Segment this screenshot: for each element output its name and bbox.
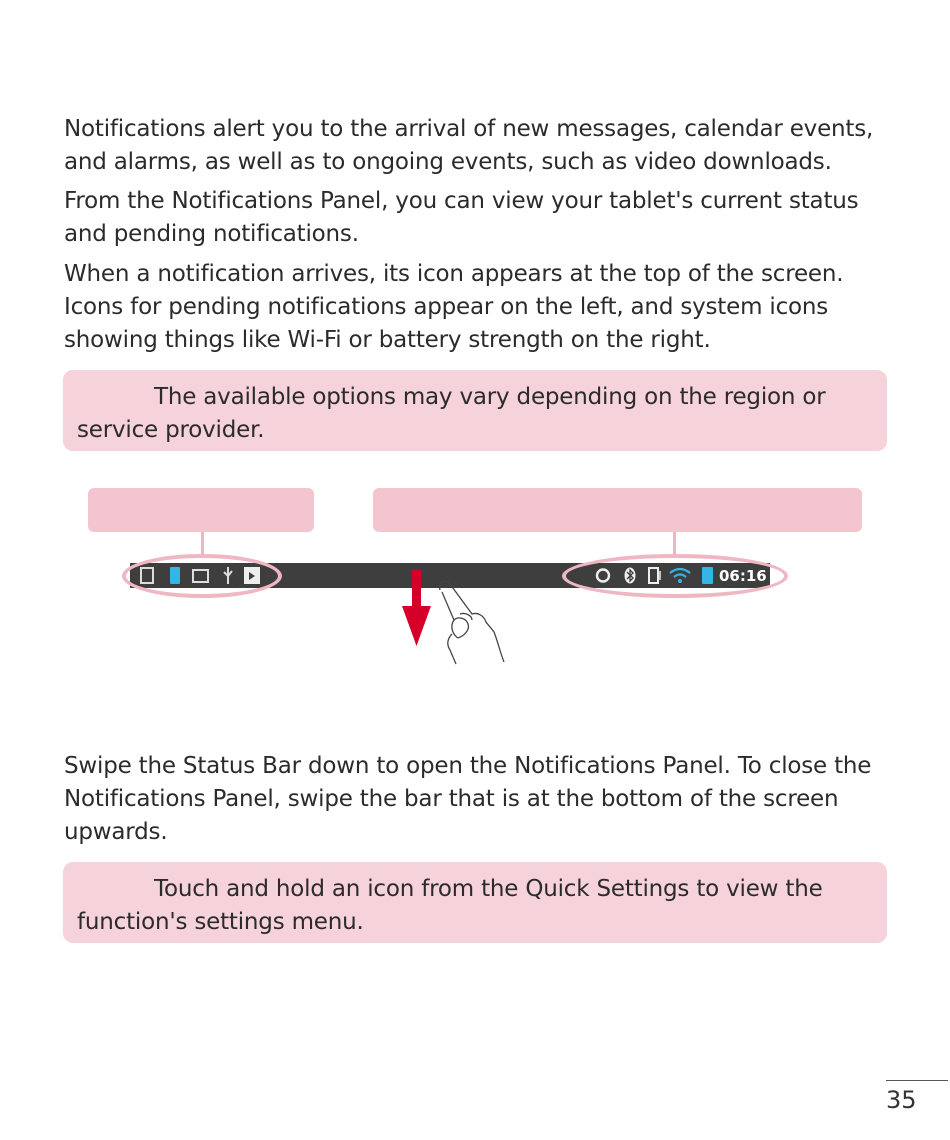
swipe-instruction-paragraph: Swipe the Status Bar down to open the Notifications Panel. To close the Notifications Panel, swipe the bar that is at the bottom of the screen upwards. xyxy=(64,753,872,845)
right-highlight-ellipse xyxy=(562,554,788,598)
left-highlight-ellipse xyxy=(122,554,282,598)
page-number-rule xyxy=(886,1080,948,1081)
notification-icons-label-box xyxy=(88,488,314,532)
note-text-1: The available options may vary depending on the region or service provider. xyxy=(77,384,826,443)
note-text-2: Touch and hold an icon from the Quick Settings to view the function's settings menu. xyxy=(77,876,823,935)
hand-pointer-icon xyxy=(440,581,504,664)
note-box-2 xyxy=(63,862,887,943)
note-box-1 xyxy=(63,370,887,451)
status-clock: 06:16 xyxy=(719,567,767,585)
status-icons-label-box xyxy=(373,488,862,532)
intro-paragraph-3: When a notification arrives, its icon appears at the top of the screen. Icons for pending notifications appear on the left, and system icons showing things like Wi-Fi or battery strength on the right. xyxy=(64,261,844,353)
page-number: 35 xyxy=(886,1086,917,1114)
swipe-gesture-illustration xyxy=(400,568,520,668)
swipe-down-arrow-icon xyxy=(402,570,431,646)
intro-paragraph-2: From the Notifications Panel, you can view your tablet's current status and pending notifications. xyxy=(64,188,859,247)
left-leader-line xyxy=(201,532,204,556)
right-leader-line xyxy=(673,532,676,556)
intro-paragraph-1: Notifications alert you to the arrival of new messages, calendar events, and alarms, as well as to ongoing events, such as video downloads. xyxy=(64,116,874,175)
